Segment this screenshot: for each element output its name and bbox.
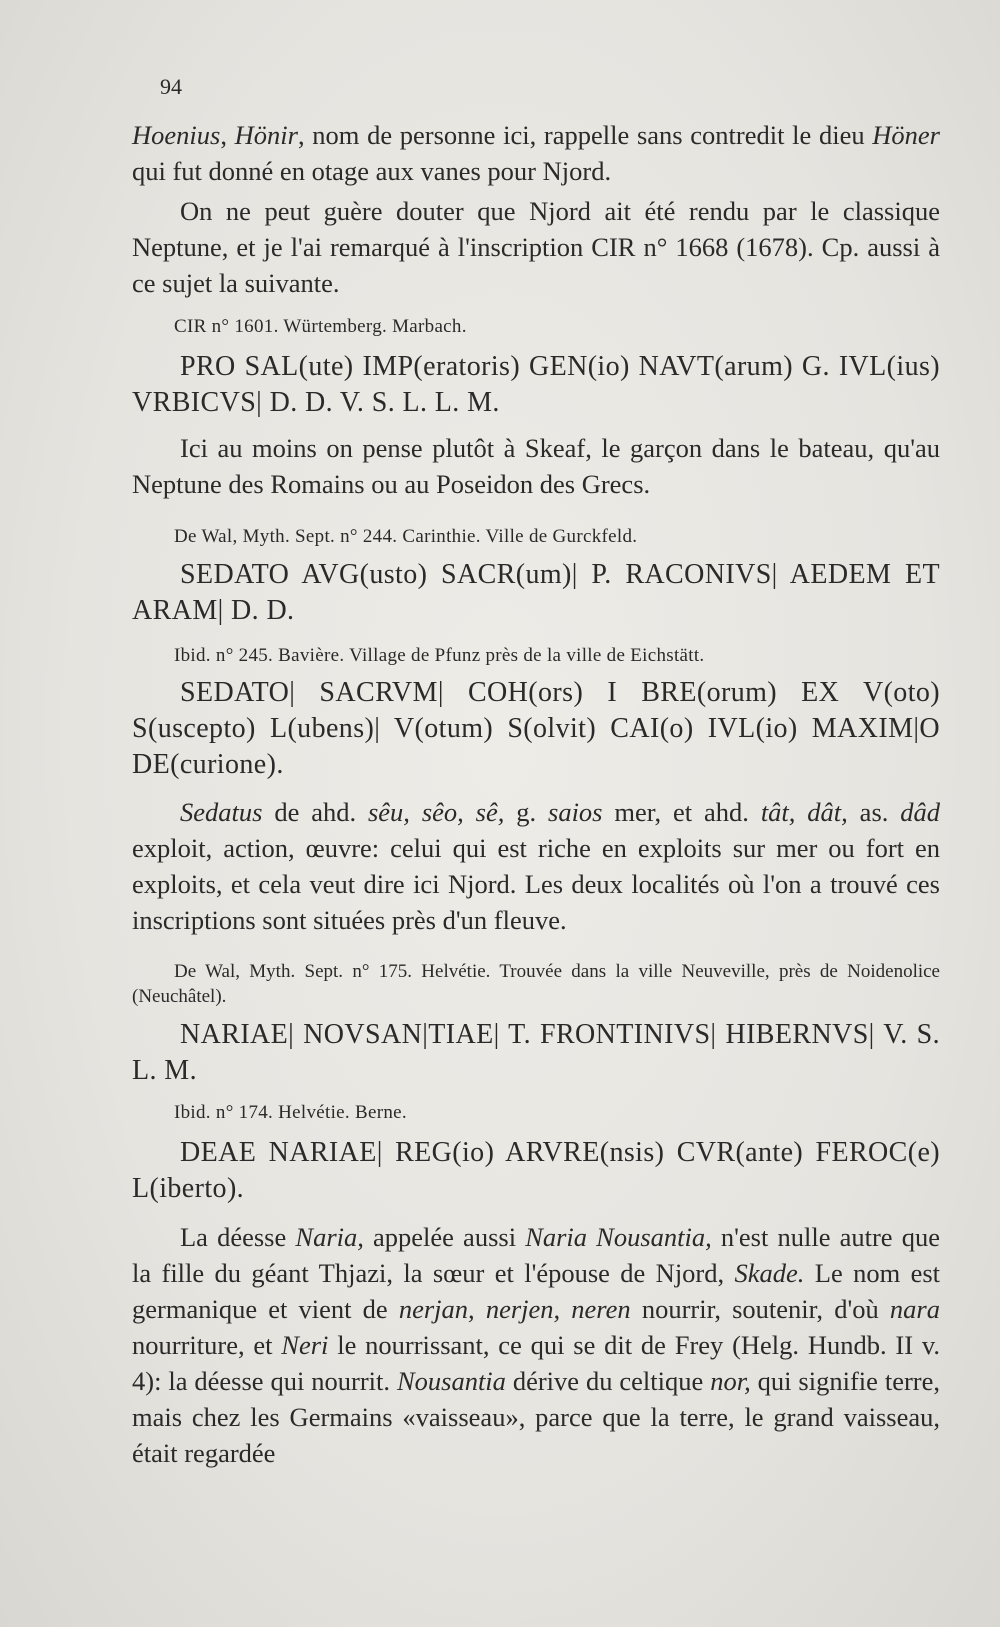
reference-ibid-245: Ibid. n° 245. Bavière. Village de Pfunz près de la ville de Eichstätt. (174, 645, 705, 666)
italic-term: Naria, (295, 1222, 364, 1252)
italic-term: sêu, sêo, sê, (367, 797, 505, 827)
italic-term: dâd (900, 797, 941, 827)
text-run: dérive du celtique (505, 1366, 711, 1396)
reference-ibid-174: Ibid. n° 174. Helvétie. Berne. (174, 1102, 407, 1123)
paragraph-sedatus (132, 794, 940, 938)
paragraph-naria (132, 1219, 940, 1471)
paragraph-skeaf: Ici au moins on pense plutôt à Skeaf, le garçon dans le bateau, qu'au Neptune des Romains ou au Poseidon des Grecs. (132, 433, 940, 499)
italic-term: Nousantia (396, 1366, 506, 1396)
text-run: Le nom est germanique et vient de (132, 1258, 941, 1324)
text-run: appelée aussi (363, 1222, 526, 1252)
italic-term: nara (889, 1294, 940, 1324)
paragraph-hoenius (132, 117, 940, 189)
paragraph-neptune: On ne peut guère douter que Njord ait été rendu par le classique Neptune, et je l'ai remarqué à l'inscription CIR n° 1668 (1678). Cp. aussi à ce sujet la suivante. (132, 196, 940, 298)
italic-term: tât, dât, (760, 797, 848, 827)
italic-term: Hönir (234, 120, 298, 150)
inscription-nariae-novsantiae: NARIAE| NOVSAN|TIAE| T. FRONTINIVS| HIBERNVS| V. S. L. M. (132, 1019, 940, 1086)
italic-term: Naria Nousantia, (525, 1222, 712, 1252)
inscription-deae-nariae: DEAE NARIAE| REG(io) ARVRE(nsis) CVR(ante) FEROC(e) L(iberto). (132, 1137, 940, 1204)
italic-term: Hoenius (132, 120, 221, 150)
italic-term: Skade. (734, 1258, 805, 1288)
reference-dewal-244: De Wal, Myth. Sept. n° 244. Carinthie. Ville de Gurckfeld. (174, 526, 638, 547)
text-run: La déesse (180, 1222, 296, 1252)
reference-dewal-175: De Wal, Myth. Sept. n° 175. Helvétie. Trouvée dans la ville Neuveville, près de Noidenolice (Neuchâtel). (132, 961, 940, 1007)
italic-term: saios (548, 797, 603, 827)
text-run: qui fut donné en otage aux vanes pour Njord. (132, 156, 612, 186)
text-run: exploit, action, œuvre: celui qui est riche en exploits sur mer ou fort en exploits, et cela veut dire ici Njord. Les deux localités où l'on a trouvé ces inscriptions sont situées près d'un fleuve. (132, 833, 940, 935)
text-run: g. (504, 797, 548, 827)
text-run: le nourrissant, ce qui se dit de Frey (Helg. Hundb. II v. 4): la déesse qui nourrit. (132, 1330, 940, 1396)
reference-cir-1601: CIR n° 1601. Würtemberg. Marbach. (174, 316, 467, 337)
text-run: nourriture, et (132, 1330, 282, 1360)
page-number: 94 (160, 74, 182, 99)
text-run: n'est nulle autre que la fille du géant Thjazi, la sœur et l'épouse de Njord, (132, 1222, 940, 1288)
italic-term: nerjan, nerjen, neren (398, 1294, 631, 1324)
text-run: as. (847, 797, 901, 827)
text-run: de ahd. (262, 797, 368, 827)
text-run: qui signifie terre, mais chez les Germains «vaisseau», parce que la terre, le grand vaisseau, était regardée (132, 1366, 940, 1468)
inscription-pro-sal: PRO SAL(ute) IMP(eratoris) GEN(io) NAVT(arum) G. IVL(ius) VRBICVS| D. D. V. S. L. L. M. (132, 351, 940, 418)
inscription-sedato-avg: SEDATO AVG(usto) SACR(um)| P. RACONIVS| AEDEM ET ARAM| D. D. (132, 559, 940, 626)
text-run: , (220, 120, 235, 150)
text-run: , nom de personne ici, rappelle sans contredit le dieu (297, 120, 873, 150)
inscription-sedato-sacrvm: SEDATO| SACRVM| COH(ors) I BRE(orum) EX V(oto) S(uscepto) L(ubens)| V(otum) S(olvit) CAI(o) IVL(io) MAXIM|O DE(curione). (132, 677, 940, 780)
text-run: mer, et ahd. (602, 797, 761, 827)
text-run: nourrir, soutenir, d'où (630, 1294, 890, 1324)
italic-term: Höner (872, 120, 940, 150)
italic-term: Sedatus (180, 797, 263, 827)
italic-term: Neri (281, 1330, 329, 1360)
italic-term: nor, (710, 1366, 751, 1396)
